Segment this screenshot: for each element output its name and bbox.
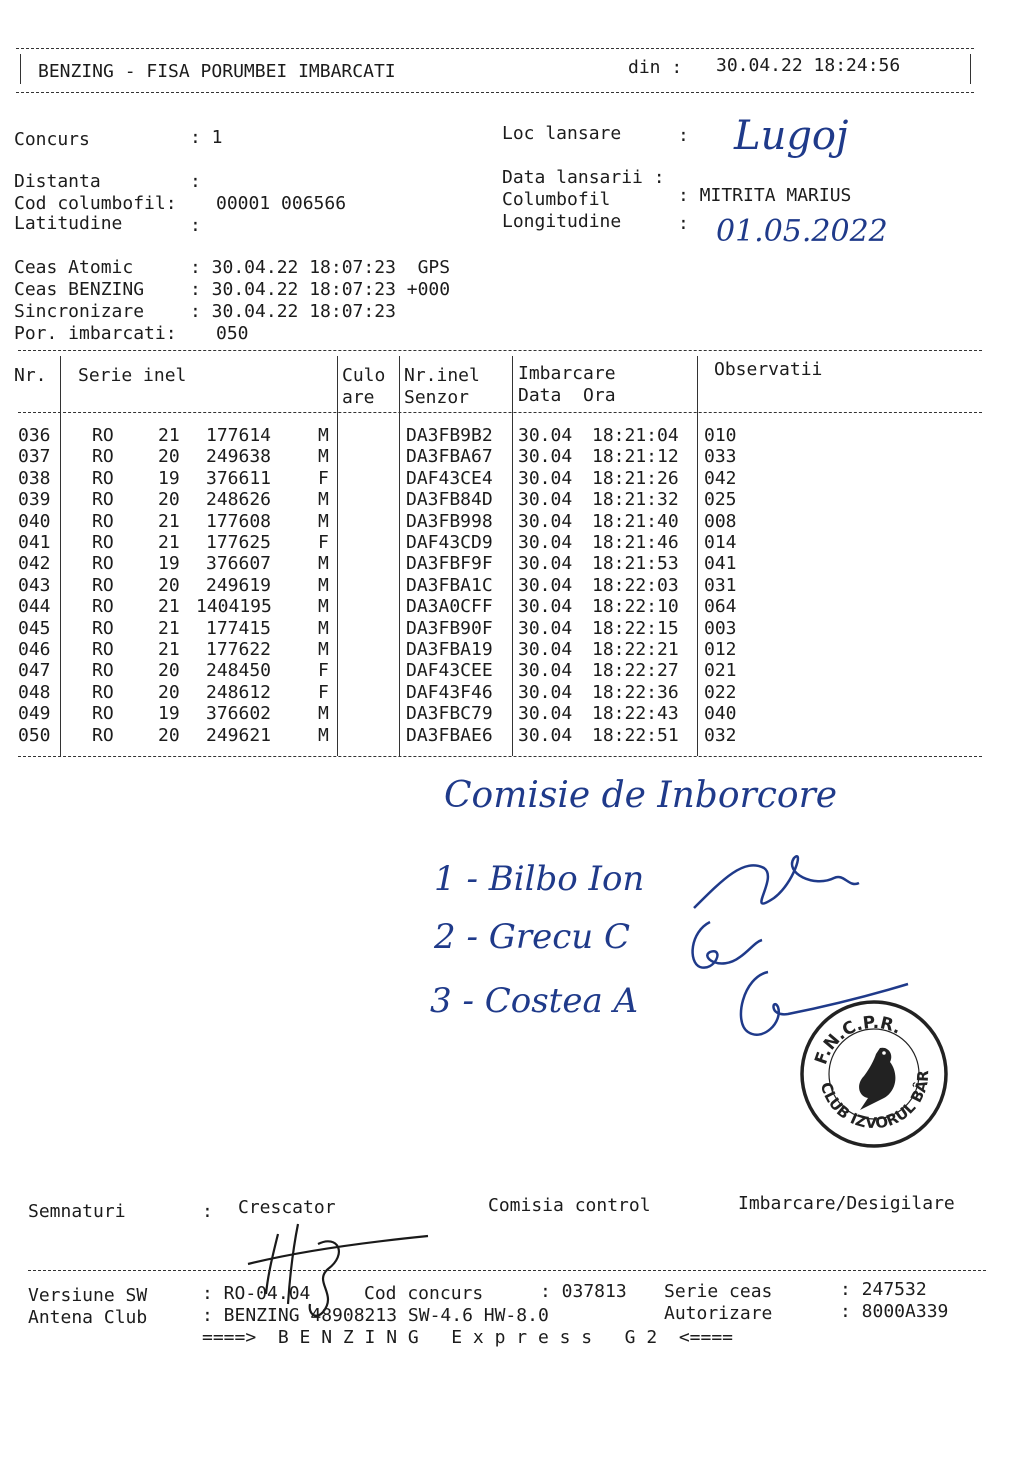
row-an: 20 (158, 446, 180, 468)
row-tara: RO (92, 724, 114, 746)
row-nr: 050 (18, 724, 51, 746)
distanta-label: Distanta (14, 171, 101, 192)
concurs-value: : 1 (190, 127, 223, 148)
row-an: 20 (158, 681, 180, 703)
columbofil-label: Columbofil (502, 189, 611, 210)
row-ora: 18:22:36 (592, 681, 679, 703)
row-ora: 18:22:21 (592, 639, 679, 660)
row-an: 20 (158, 489, 180, 511)
ceas-atomic-value: : 30.04.22 18:07:23 GPS (190, 257, 451, 278)
data-lansarii-label: Data lansarii : (502, 167, 665, 188)
row-sex: M (318, 596, 329, 618)
sincronizare-label: Sincronizare (14, 301, 145, 322)
row-senzor: DA3FBA1C (406, 574, 493, 596)
row-tara: RO (92, 425, 114, 446)
row-nr: 036 (18, 425, 51, 446)
row-inel: 177622 (206, 639, 272, 660)
row-an: 19 (158, 553, 180, 575)
commission-member-2: 2 - Grecu C (434, 917, 631, 957)
row-obs: 064 (704, 596, 737, 618)
row-obs: 042 (704, 467, 737, 489)
row-tara: RO (92, 660, 114, 682)
svg-text:CLUB IZVORUL BÂRZII: CLUB IZVORUL BÂR (816, 1069, 933, 1133)
row-inel: 376611 (206, 467, 272, 489)
row-ora: 18:22:10 (592, 596, 679, 618)
cod-columbofil-value: 00001 006566 (216, 193, 347, 214)
row-obs: 041 (704, 553, 737, 575)
row-senzor: DAF43CE4 (406, 467, 493, 489)
document-title: BENZING - FISA PORUMBEI IMBARCATI (38, 61, 396, 82)
ceas-benzing-value: : 30.04.22 18:07:23 +000 (190, 279, 451, 300)
row-sex: M (318, 724, 329, 746)
row-ora: 18:21:53 (592, 553, 679, 575)
row-data: 30.04 (518, 489, 573, 511)
row-sex: M (318, 574, 329, 596)
footer-rule (28, 1270, 986, 1271)
row-senzor: DAF43CD9 (406, 532, 493, 553)
row-nr: 045 (18, 617, 51, 639)
row-inel: 177415 (206, 617, 272, 639)
row-ora: 18:21:32 (592, 489, 679, 511)
row-an: 21 (158, 617, 180, 639)
serie-ceas-value: : 247532 (840, 1279, 927, 1300)
row-inel: 249621 (206, 724, 272, 746)
row-obs: 014 (704, 532, 737, 553)
table-bottom-rule (18, 756, 982, 757)
row-tara: RO (92, 446, 114, 468)
din-label: din : (628, 57, 683, 78)
row-sex: F (318, 660, 329, 682)
row-inel: 177608 (206, 510, 272, 532)
row-ora: 18:22:27 (592, 660, 679, 682)
col-header-serie: Serie inel (78, 365, 187, 386)
col-header-imbarcare-1: Imbarcare (518, 363, 616, 384)
row-senzor: DA3FBA67 (406, 446, 493, 468)
row-ora: 18:21:04 (592, 425, 679, 446)
row-an: 21 (158, 425, 180, 446)
row-senzor: DA3FBAE6 (406, 724, 493, 746)
row-sex: M (318, 425, 329, 446)
row-an: 19 (158, 467, 180, 489)
row-obs: 033 (704, 446, 737, 468)
svg-text:F.N.C.P.R.: F.N.C.P.R. (811, 1012, 905, 1068)
row-ora: 18:22:15 (592, 617, 679, 639)
row-inel: 249638 (206, 446, 272, 468)
row-senzor: DAF43F46 (406, 681, 493, 703)
col-header-culoare-1: Culo (342, 365, 386, 386)
header-right-border (970, 54, 971, 84)
row-sex: M (318, 510, 329, 532)
row-sex: M (318, 703, 329, 725)
row-senzor: DA3FBC79 (406, 703, 493, 725)
row-data: 30.04 (518, 639, 573, 660)
row-an: 20 (158, 724, 180, 746)
row-ora: 18:21:46 (592, 532, 679, 553)
row-nr: 041 (18, 532, 51, 553)
print-datetime: 30.04.22 18:24:56 (716, 55, 901, 76)
distanta-sep: : (190, 171, 201, 192)
autorizare-label: Autorizare (664, 1303, 773, 1324)
row-data: 30.04 (518, 617, 573, 639)
row-tara: RO (92, 703, 114, 725)
row-tara: RO (92, 681, 114, 703)
row-nr: 049 (18, 703, 51, 725)
concurs-label: Concurs (14, 129, 90, 150)
antena-club-value: : BENZING 48908213 SW-4.6 HW-8.0 (202, 1305, 549, 1326)
row-an: 21 (158, 510, 180, 532)
imbarcare-desigilare-label: Imbarcare/Desigilare (738, 1193, 955, 1214)
row-nr: 047 (18, 660, 51, 682)
header-bottom-rule (16, 92, 974, 93)
row-data: 30.04 (518, 553, 573, 575)
row-data: 30.04 (518, 425, 573, 446)
row-senzor: DA3FB90F (406, 617, 493, 639)
row-ora: 18:22:03 (592, 574, 679, 596)
row-data: 30.04 (518, 467, 573, 489)
semnaturi-label: Semnaturi (28, 1201, 126, 1222)
commission-member-1: 1 - Bilbo Ion (434, 859, 645, 899)
row-obs: 031 (704, 574, 737, 596)
row-data: 30.04 (518, 510, 573, 532)
row-tara: RO (92, 639, 114, 660)
row-ora: 18:21:40 (592, 510, 679, 532)
row-tara: RO (92, 489, 114, 511)
loc-lansare-sep: : (678, 125, 689, 146)
row-sex: F (318, 532, 329, 553)
row-nr: 040 (18, 510, 51, 532)
table-top-rule (18, 350, 982, 351)
autorizare-value: : 8000A339 (840, 1301, 949, 1322)
row-nr: 046 (18, 639, 51, 660)
row-sex: M (318, 553, 329, 575)
ceas-atomic-label: Ceas Atomic (14, 257, 134, 278)
row-senzor: DAF43CEE (406, 660, 493, 682)
row-data: 30.04 (518, 703, 573, 725)
latitudine-label: Latitudine (14, 213, 123, 234)
row-inel: 248450 (206, 660, 272, 682)
row-senzor: DA3FB9B2 (406, 425, 493, 446)
versiune-sw-value: : RO-04.04 (202, 1283, 311, 1304)
row-data: 30.04 (518, 596, 573, 618)
col-sep-2 (337, 356, 338, 756)
col-sep-1 (60, 356, 61, 756)
col-header-culoare-2: are (342, 387, 375, 408)
col-header-nr: Nr. (14, 365, 47, 386)
data-lansarii-handwritten: 01.05.2022 (716, 214, 888, 249)
latitudine-sep: : (190, 215, 201, 236)
row-senzor: DA3FB998 (406, 510, 493, 532)
row-obs: 010 (704, 425, 737, 446)
row-an: 20 (158, 660, 180, 682)
longitudine-sep: : (678, 213, 689, 234)
row-ora: 18:21:26 (592, 467, 679, 489)
row-data: 30.04 (518, 681, 573, 703)
row-inel: 1404195 (196, 596, 272, 618)
row-data: 30.04 (518, 574, 573, 596)
row-nr: 048 (18, 681, 51, 703)
semnaturi-sep: : (202, 1201, 213, 1222)
row-obs: 025 (704, 489, 737, 511)
col-sep-5 (697, 356, 698, 756)
cod-concurs-label: Cod concurs (364, 1283, 484, 1304)
sincronizare-value: : 30.04.22 18:07:23 (190, 301, 396, 322)
row-sex: M (318, 617, 329, 639)
commission-title: Comisie de Inborcore (444, 775, 838, 816)
row-sex: F (318, 681, 329, 703)
row-data: 30.04 (518, 532, 573, 553)
col-header-observatii: Observatii (714, 359, 823, 380)
row-tara: RO (92, 467, 114, 489)
columbofil-value: : MITRITA MARIUS (678, 185, 852, 206)
row-obs: 032 (704, 724, 737, 746)
antena-club-label: Antena Club (28, 1307, 148, 1328)
loc-lansare-label: Loc lansare (502, 123, 622, 144)
row-tara: RO (92, 510, 114, 532)
col-header-imbarcare-2: Data Ora (518, 385, 616, 406)
row-an: 21 (158, 639, 180, 660)
serie-ceas-label: Serie ceas (664, 1281, 773, 1302)
row-sex: M (318, 639, 329, 660)
row-inel: 376602 (206, 703, 272, 725)
row-nr: 037 (18, 446, 51, 468)
row-inel: 249619 (206, 574, 272, 596)
row-tara: RO (92, 596, 114, 618)
row-inel: 248626 (206, 489, 272, 511)
crescator-label: Crescator (238, 1197, 336, 1218)
row-sex: M (318, 446, 329, 468)
row-tara: RO (92, 553, 114, 575)
row-obs: 040 (704, 703, 737, 725)
row-nr: 042 (18, 553, 51, 575)
row-senzor: DA3FBF9F (406, 553, 493, 575)
row-inel: 376607 (206, 553, 272, 575)
row-inel: 248612 (206, 681, 272, 703)
header-top-rule (16, 48, 974, 49)
row-data: 30.04 (518, 446, 573, 468)
row-sex: F (318, 467, 329, 489)
row-ora: 18:22:43 (592, 703, 679, 725)
row-obs: 012 (704, 639, 737, 660)
row-tara: RO (92, 617, 114, 639)
comisia-control-label: Comisia control (488, 1195, 651, 1216)
row-inel: 177625 (206, 532, 272, 553)
row-an: 19 (158, 703, 180, 725)
row-ora: 18:21:12 (592, 446, 679, 468)
row-senzor: DA3FBA19 (406, 639, 493, 660)
row-obs: 021 (704, 660, 737, 682)
header-left-border (20, 54, 21, 84)
row-data: 30.04 (518, 660, 573, 682)
row-senzor: DA3FB84D (406, 489, 493, 511)
row-senzor: DA3A0CFF (406, 596, 493, 618)
row-tara: RO (92, 532, 114, 553)
row-an: 20 (158, 574, 180, 596)
table-header-rule (18, 412, 982, 413)
cod-columbofil-label: Cod columbofil: (14, 193, 177, 214)
row-nr: 039 (18, 489, 51, 511)
row-data: 30.04 (518, 724, 573, 746)
benzing-banner: ====> B E N Z I N G E x p r e s s G 2 <==== (202, 1327, 734, 1348)
row-obs: 008 (704, 510, 737, 532)
row-nr: 044 (18, 596, 51, 618)
por-imbarcati-label: Por. imbarcati: (14, 323, 177, 344)
cod-concurs-value: : 037813 (540, 1281, 627, 1302)
row-an: 21 (158, 596, 180, 618)
row-inel: 177614 (206, 425, 272, 446)
col-header-nrinel-2: Senzor (404, 387, 470, 408)
longitudine-label: Longitudine (502, 211, 622, 232)
row-tara: RO (92, 574, 114, 596)
row-nr: 038 (18, 467, 51, 489)
versiune-sw-label: Versiune SW (28, 1285, 148, 1306)
col-sep-3 (399, 356, 400, 756)
stamp-seal-graphic (798, 998, 950, 1150)
col-sep-4 (512, 356, 513, 756)
club-stamp (798, 998, 950, 1150)
row-obs: 003 (704, 617, 737, 639)
row-nr: 043 (18, 574, 51, 596)
row-sex: M (318, 489, 329, 511)
por-imbarcati-value: 050 (216, 323, 249, 344)
ceas-benzing-label: Ceas BENZING (14, 279, 145, 300)
row-an: 21 (158, 532, 180, 553)
row-obs: 022 (704, 681, 737, 703)
loc-lansare-handwritten: Lugoj (734, 113, 849, 159)
commission-member-3: 3 - Costea A (430, 981, 639, 1021)
row-ora: 18:22:51 (592, 724, 679, 746)
col-header-nrinel-1: Nr.inel (404, 365, 480, 386)
